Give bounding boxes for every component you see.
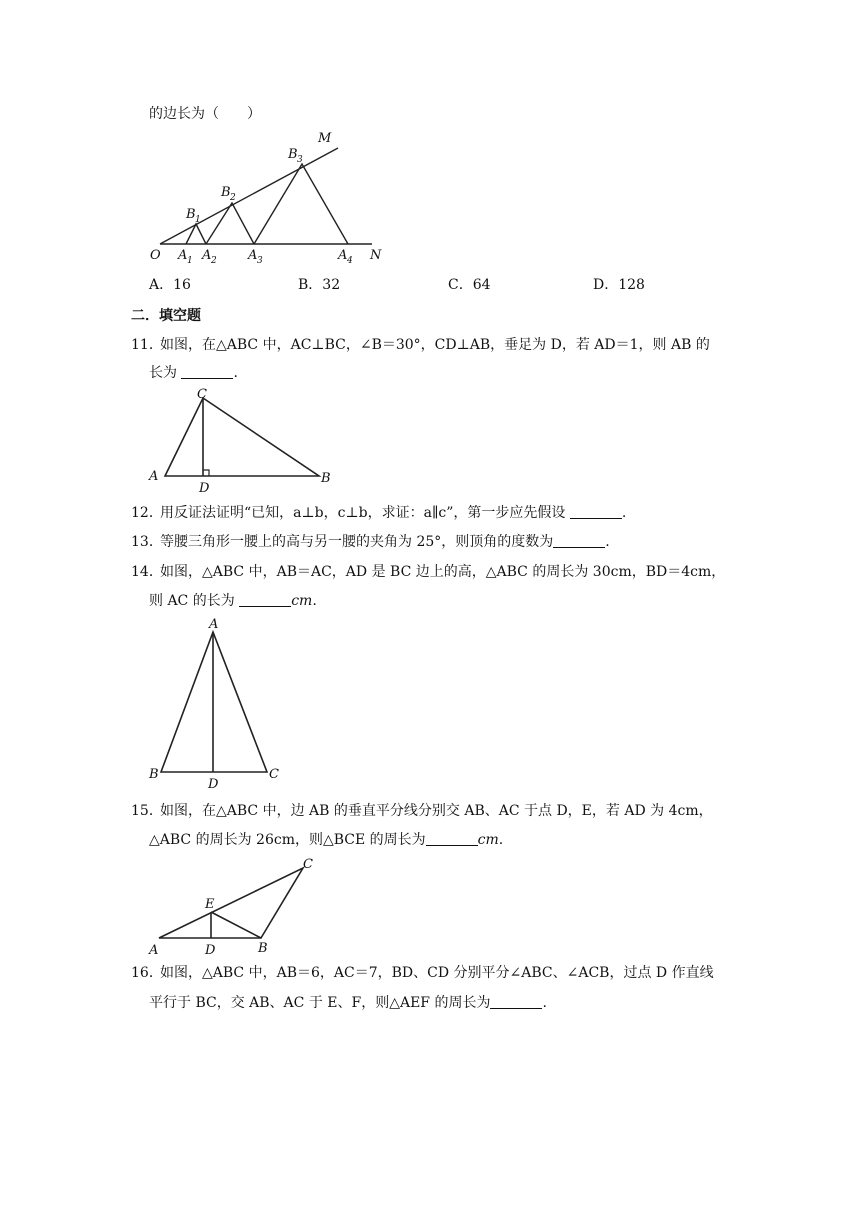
label-sub-3b: 3 <box>297 155 303 165</box>
figure-q15-triangle <box>145 854 320 956</box>
q11-answer-blank[interactable] <box>181 364 233 379</box>
label-N: N <box>370 248 382 263</box>
label-D: D <box>208 777 219 792</box>
label-C: C <box>197 388 207 402</box>
label-A: A <box>209 617 219 632</box>
label-A3: A <box>248 248 258 263</box>
option-a: A．16 <box>149 277 191 293</box>
label-sub-1: 1 <box>187 256 193 266</box>
option-b: B．32 <box>298 277 341 293</box>
label-sub-3: 3 <box>257 256 263 266</box>
q11-number: 11． <box>131 337 163 353</box>
q11-text-line1: 如图，在△ABC 中，AC⊥BC，∠B＝30°，CD⊥AB，垂足为 D，若 AD＝1，则 AB 的 <box>160 337 710 353</box>
q16-text-line2: 平行于 BC，交 AB、AC 于 E、F，则△AEF 的周长为 . <box>149 995 547 1011</box>
label-D: D <box>205 943 216 956</box>
label-B: B <box>149 767 159 782</box>
figure-q11-triangle <box>145 388 335 494</box>
q15-number: 15． <box>131 803 163 819</box>
label-A2: A <box>202 248 212 263</box>
q13-text: 等腰三角形一腰上的高与另一腰的夹角为 25°，则顶角的度数为 . <box>160 534 610 550</box>
q12-text: 用反证法证明“已知，a⊥b，c⊥b，求证：a∥c”，第一步应先假设 . <box>160 505 627 521</box>
q14-number: 14． <box>131 564 163 580</box>
q14-answer-blank[interactable] <box>239 592 291 607</box>
prev-question-tail: 的边长为（ ） <box>149 106 261 122</box>
label-sub-4: 4 <box>347 256 353 266</box>
label-B1: B <box>186 207 196 222</box>
label-A4: A <box>338 248 348 263</box>
label-M: M <box>318 131 332 146</box>
label-A1: A <box>178 248 188 263</box>
label-B: B <box>321 471 331 486</box>
option-d: D．128 <box>593 277 645 293</box>
q13-number: 13． <box>131 534 163 550</box>
q15-text-line2: △ABC 的周长为 26cm，则△BCE 的周长为 cm. <box>149 832 504 848</box>
label-B: B <box>258 941 268 956</box>
q11-text-line2: 长为 . <box>149 365 238 381</box>
q16-answer-blank[interactable] <box>490 994 542 1009</box>
label-A: A <box>149 943 159 956</box>
label-sub-2: 2 <box>211 256 217 266</box>
label-D: D <box>199 481 210 494</box>
option-c: C．64 <box>448 277 491 293</box>
label-O: O <box>150 248 161 263</box>
q16-text-line1: 如图，△ABC 中，AB＝6，AC＝7，BD、CD 分别平分∠ABC、∠ACB，过点 D 作直线 <box>160 965 714 981</box>
q15-text-line1: 如图，在△ABC 中，边 AB 的垂直平分线分别交 AB、AC 于点 D，E，若 AD 为 4cm， <box>160 803 713 819</box>
q14-text-line2: 则 AC 的长为 cm. <box>149 593 317 609</box>
label-C: C <box>303 857 313 872</box>
figure-angle-triangles <box>150 128 386 270</box>
q15-answer-blank[interactable] <box>426 831 478 846</box>
q12-answer-blank[interactable] <box>570 504 622 519</box>
label-B2: B <box>221 185 231 200</box>
label-E: E <box>205 897 215 912</box>
q13-answer-blank[interactable] <box>553 533 605 548</box>
q14-text-line1: 如图，△ABC 中，AB＝AC，AD 是 BC 边上的高，△ABC 的周长为 30cm，BD＝4cm， <box>160 564 726 580</box>
label-B3: B <box>288 147 298 162</box>
label-A: A <box>149 469 159 484</box>
figure-q14-isosceles <box>145 614 290 792</box>
label-sub-2b: 2 <box>230 193 236 203</box>
label-sub-1b: 1 <box>195 215 201 225</box>
q12-number: 12． <box>131 505 163 521</box>
label-C: C <box>269 767 279 782</box>
section-title: 二．填空题 <box>131 308 201 324</box>
q16-number: 16． <box>131 965 163 981</box>
